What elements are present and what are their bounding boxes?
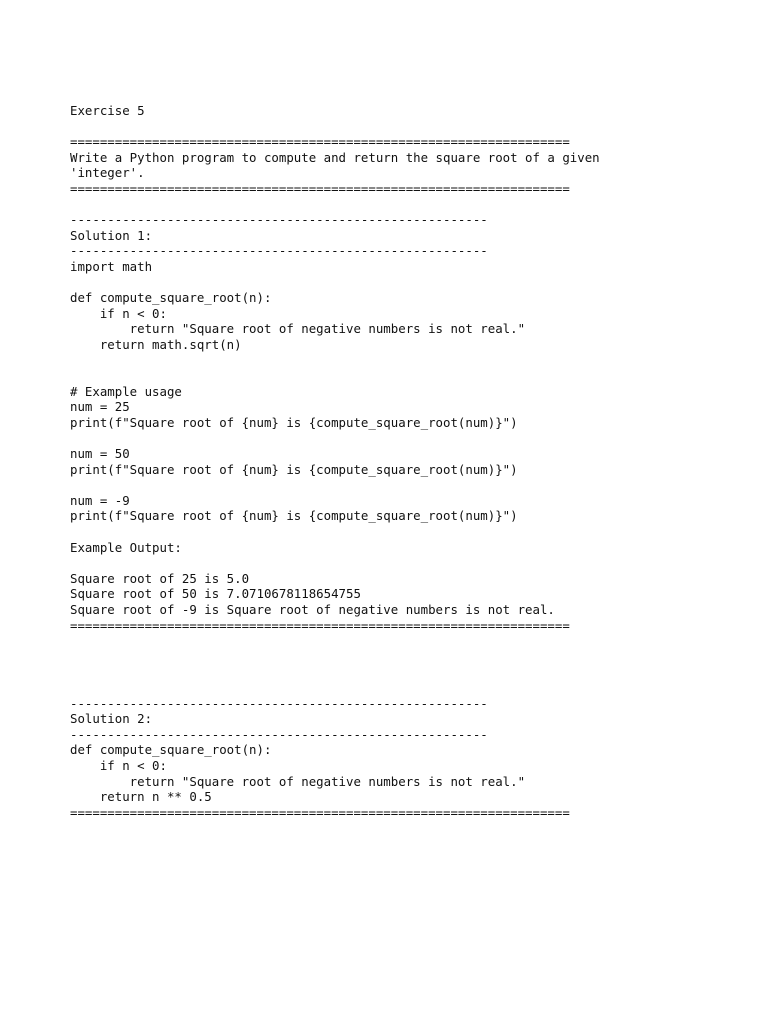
document-line: print(f"Square root of {num} is {compute_square_root(num)}") bbox=[70, 461, 518, 477]
document-line bbox=[70, 430, 730, 446]
document-line bbox=[70, 368, 730, 384]
document-line bbox=[70, 555, 730, 571]
document-line: import math bbox=[70, 258, 153, 274]
document-line: 'integer'. bbox=[70, 165, 145, 181]
document-line: return "Square root of negative numbers is not real." bbox=[70, 773, 526, 789]
document-line: =================================================================== bbox=[70, 134, 570, 150]
document-line: def compute_square_root(n): bbox=[70, 742, 272, 758]
document-line: -------------------------------------------------------- bbox=[70, 695, 488, 711]
document-line: -------------------------------------------------------- bbox=[70, 726, 488, 742]
document-line bbox=[70, 477, 730, 493]
document-line: return "Square root of negative numbers is not real." bbox=[70, 321, 526, 337]
document-line bbox=[70, 119, 730, 135]
document-line: =================================================================== bbox=[70, 180, 570, 196]
document-line: Exercise 5 bbox=[70, 103, 145, 118]
document-line: Square root of -9 is Square root of negative numbers is not real. bbox=[70, 602, 555, 617]
document-line bbox=[70, 353, 730, 369]
document-line: Solution 1: bbox=[70, 227, 153, 243]
document-page bbox=[70, 103, 730, 820]
document-line: print(f"Square root of {num} is {compute_square_root(num)}") bbox=[70, 508, 518, 524]
document-line: print(f"Square root of {num} is {compute_square_root(num)}") bbox=[70, 414, 518, 430]
document-line: -------------------------------------------------------- bbox=[70, 243, 488, 259]
document-line: return math.sqrt(n) bbox=[70, 336, 242, 352]
document-line: =================================================================== bbox=[70, 617, 570, 633]
document-line bbox=[70, 524, 730, 540]
document-line: def compute_square_root(n): bbox=[70, 290, 272, 306]
document-line: num = -9 bbox=[70, 492, 130, 508]
document-line: num = 50 bbox=[70, 446, 130, 462]
document-line bbox=[70, 275, 730, 291]
document-line: # Example usage bbox=[70, 383, 182, 399]
document-line: num = 25 bbox=[70, 399, 130, 415]
document-line: =================================================================== bbox=[70, 804, 570, 820]
document-line: Example Output: bbox=[70, 539, 182, 555]
document-line: if n < 0: bbox=[70, 305, 167, 321]
document-line: return n ** 0.5 bbox=[70, 789, 212, 805]
document-line: Square root of 50 is 7.0710678118654755 bbox=[70, 586, 361, 602]
document-line bbox=[70, 633, 730, 649]
document-line: Write a Python program to compute and return the square root of a given bbox=[70, 149, 600, 165]
document-line bbox=[70, 664, 730, 680]
document-line bbox=[70, 680, 730, 696]
document-line bbox=[70, 649, 730, 665]
document-line: if n < 0: bbox=[70, 757, 167, 773]
document-line: Solution 2: bbox=[70, 711, 153, 727]
document-line bbox=[70, 197, 730, 213]
document-line: Square root of 25 is 5.0 bbox=[70, 570, 250, 586]
document-line: -------------------------------------------------------- bbox=[70, 212, 488, 228]
